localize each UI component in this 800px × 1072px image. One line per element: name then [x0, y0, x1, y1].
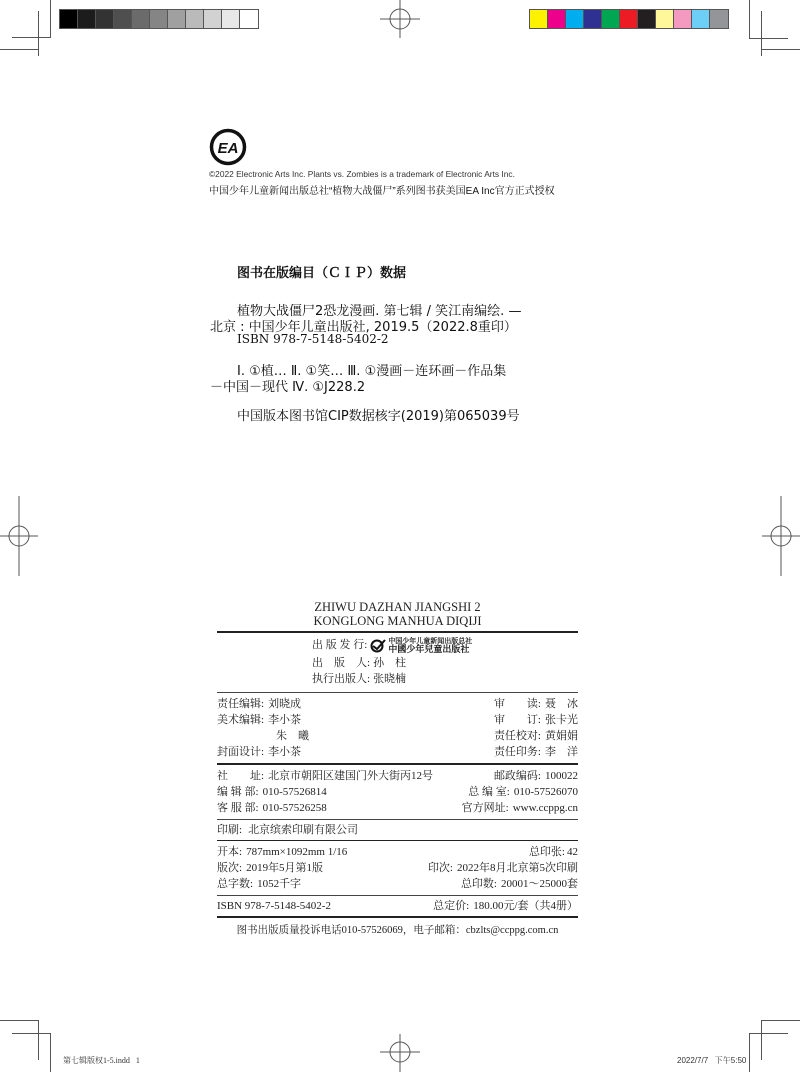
publisher-label: 出 版 发 行:	[312, 639, 368, 651]
crop-mark	[50, 1033, 51, 1072]
spec-label: 总字数:	[217, 878, 254, 890]
color-swatch	[638, 10, 656, 28]
spec-label: 总印张:	[528, 846, 565, 858]
contact-row	[217, 800, 578, 816]
contact-label: 总 编 室:	[468, 785, 510, 798]
spec-row	[217, 844, 578, 860]
color-swatch	[674, 10, 692, 28]
pinyin-title-line-2: KONGLONG MANHUA DIQIJI	[313, 614, 482, 628]
contact-label: 编 辑 部:	[217, 785, 259, 798]
phone-number: 010-57526258	[262, 801, 327, 814]
staff-block	[217, 693, 578, 763]
staff-value: 刘晓成	[268, 698, 302, 710]
color-swatch	[548, 10, 566, 28]
spec-value: 2022年8月北京第5次印刷	[457, 862, 578, 874]
staff-value: 张卡光	[545, 714, 578, 726]
timestamp-slug: 2022/7/7 下午5:50	[677, 1056, 747, 1065]
registration-mark-bottom	[380, 1032, 420, 1072]
price-label: 总定价:	[433, 900, 470, 912]
staff-value: 李小茶	[268, 714, 302, 726]
issuer-name: 孙 柱	[373, 657, 407, 669]
color-swatch	[620, 10, 638, 28]
contact-label: 官方网址:	[461, 801, 509, 814]
staff-row	[217, 712, 578, 728]
complaint-notice: 图书出版质量投诉电话010-57526069，电子邮箱：cbzlts@ccppg.com.cn	[236, 925, 559, 936]
address: 北京市朝阳区建国门外大街丙12号	[268, 769, 434, 782]
crop-mark	[761, 1020, 800, 1021]
color-swatch	[150, 10, 168, 28]
color-swatch	[114, 10, 132, 28]
website-link[interactable]: www.ccppg.cn	[512, 801, 578, 814]
color-swatch	[710, 10, 728, 28]
pinyin-title-line-1: ZHIWU DAZHAN JIANGSHI 2	[314, 600, 481, 614]
color-swatch	[602, 10, 620, 28]
spec-value: 42	[567, 846, 578, 858]
authorization-notice: 中国少年儿童新闻出版总社“植物大战僵尸”系列图书获美国EA Inc官方正式授权	[209, 186, 555, 197]
file-slug: 第七辑版权1-5.indd 1	[63, 1056, 140, 1065]
spec-label: 开本:	[217, 846, 243, 858]
cip-line-5: －中国－现代 Ⅳ. ①J228.2	[210, 380, 366, 395]
crop-mark	[0, 1020, 39, 1021]
color-swatch	[240, 10, 258, 28]
postal-code: 100022	[545, 769, 578, 782]
spec-value: 2019年5月第1版	[246, 862, 324, 874]
color-swatch	[584, 10, 602, 28]
color-swatch	[96, 10, 114, 28]
crop-mark	[38, 1020, 39, 1060]
cip-line-1: 植物大战僵尸2恐龙漫画. 第七辑 / 笑江南编绘. —	[237, 304, 522, 319]
process-color-bar	[529, 9, 729, 29]
colophon-table	[217, 631, 578, 937]
price-value: 180.00元/套（共4册）	[473, 900, 578, 912]
cip-record-number: 中国版本图书馆CIP数据核字(2019)第065039号	[237, 409, 520, 424]
staff-row	[217, 744, 578, 760]
exec-publisher-name: 张晓楠	[373, 673, 407, 685]
crop-mark	[749, 1033, 788, 1034]
spec-label: 印次:	[427, 862, 453, 874]
cip-isbn: ISBN 978-7-5148-5402-2	[237, 332, 389, 346]
cip-title: 图书在版编目（ＣＩＰ）数据	[237, 266, 407, 281]
contact-label: 客 服 部:	[217, 801, 259, 814]
printer-row	[217, 820, 578, 840]
svg-text:EA: EA	[217, 140, 239, 157]
contact-row	[217, 784, 578, 800]
cip-line-2: 北京 : 中国少年儿童出版社, 2019.5（2022.8重印）	[210, 320, 517, 335]
spec-value: 787mm×1092mm 1/16	[246, 846, 348, 858]
contact-block	[217, 765, 578, 819]
staff-value: 李小茶	[268, 746, 302, 758]
crop-mark	[0, 49, 39, 50]
ea-logo	[209, 128, 247, 166]
printer-label: 印刷:	[217, 823, 243, 836]
staff-label: 美术编辑:	[217, 714, 265, 726]
color-swatch	[78, 10, 96, 28]
contact-row	[217, 768, 578, 784]
issuer-label: 出 版 人:	[312, 657, 371, 669]
spec-value: 20001～25000套	[501, 878, 578, 890]
publisher-name-2: 中國少年兒童出版社	[388, 644, 470, 655]
registration-mark-left	[0, 496, 40, 576]
exec-publisher-label: 执行出版人:	[312, 673, 371, 685]
publisher-logo	[370, 636, 472, 655]
ea-logo-icon	[209, 128, 247, 166]
color-swatch	[530, 10, 548, 28]
isbn-price-row	[217, 896, 578, 916]
spec-label: 总印数:	[460, 878, 497, 890]
crop-mark	[749, 1033, 750, 1072]
crop-mark	[761, 1020, 762, 1060]
crop-mark	[12, 1033, 51, 1034]
staff-label: 审 订:	[493, 714, 541, 726]
divider	[217, 916, 578, 918]
registration-mark-top	[380, 0, 420, 40]
contact-label: 邮政编码:	[493, 769, 541, 782]
color-swatch	[60, 10, 78, 28]
crop-mark	[749, 0, 750, 38]
crop-mark	[12, 37, 51, 38]
registration-mark-right	[760, 496, 800, 576]
staff-label: 封面设计:	[217, 746, 265, 758]
color-swatch	[692, 10, 710, 28]
staff-label: 责任编辑:	[217, 698, 265, 710]
staff-value: 朱 曦	[276, 730, 309, 742]
spec-label: 版次:	[217, 862, 243, 874]
staff-label: 责任印务:	[493, 746, 541, 758]
crop-mark	[50, 0, 51, 37]
contact-label: 社 址:	[217, 769, 265, 782]
crop-mark	[749, 38, 788, 39]
color-swatch	[186, 10, 204, 28]
copyright-notice: ©2022 Electronic Arts Inc. Plants vs. Zombies is a trademark of Electronic Arts Inc.	[209, 169, 515, 179]
spec-value: 1052千字	[257, 878, 302, 890]
color-swatch	[566, 10, 584, 28]
publisher-check-logo-icon	[370, 639, 386, 653]
staff-row	[217, 728, 578, 744]
crop-mark	[761, 49, 800, 50]
staff-label: 责任校对:	[493, 730, 541, 742]
isbn: ISBN 978-7-5148-5402-2	[217, 900, 331, 912]
cip-line-4: Ⅰ. ①植… Ⅱ. ①笑… Ⅲ. ①漫画－连环画－作品集	[237, 364, 507, 379]
spec-row	[217, 860, 578, 876]
publisher-block	[217, 633, 578, 692]
staff-value: 黄娟娟	[545, 730, 578, 742]
grayscale-color-bar	[59, 9, 259, 29]
color-swatch	[132, 10, 150, 28]
staff-row	[217, 696, 578, 712]
staff-value: 李 洋	[545, 746, 578, 758]
specs-block	[217, 841, 578, 895]
spec-row	[217, 876, 578, 892]
phone-number: 010-57526070	[513, 785, 578, 798]
publisher-name-1: 中国少年儿童新闻出版总社	[388, 636, 473, 645]
color-swatch	[656, 10, 674, 28]
color-swatch	[222, 10, 240, 28]
phone-number: 010-57526814	[262, 785, 327, 798]
printer-name: 北京缤索印刷有限公司	[248, 823, 359, 836]
staff-value: 聂 冰	[545, 698, 578, 710]
color-swatch	[204, 10, 222, 28]
color-swatch	[168, 10, 186, 28]
staff-label: 审 读:	[493, 698, 541, 710]
